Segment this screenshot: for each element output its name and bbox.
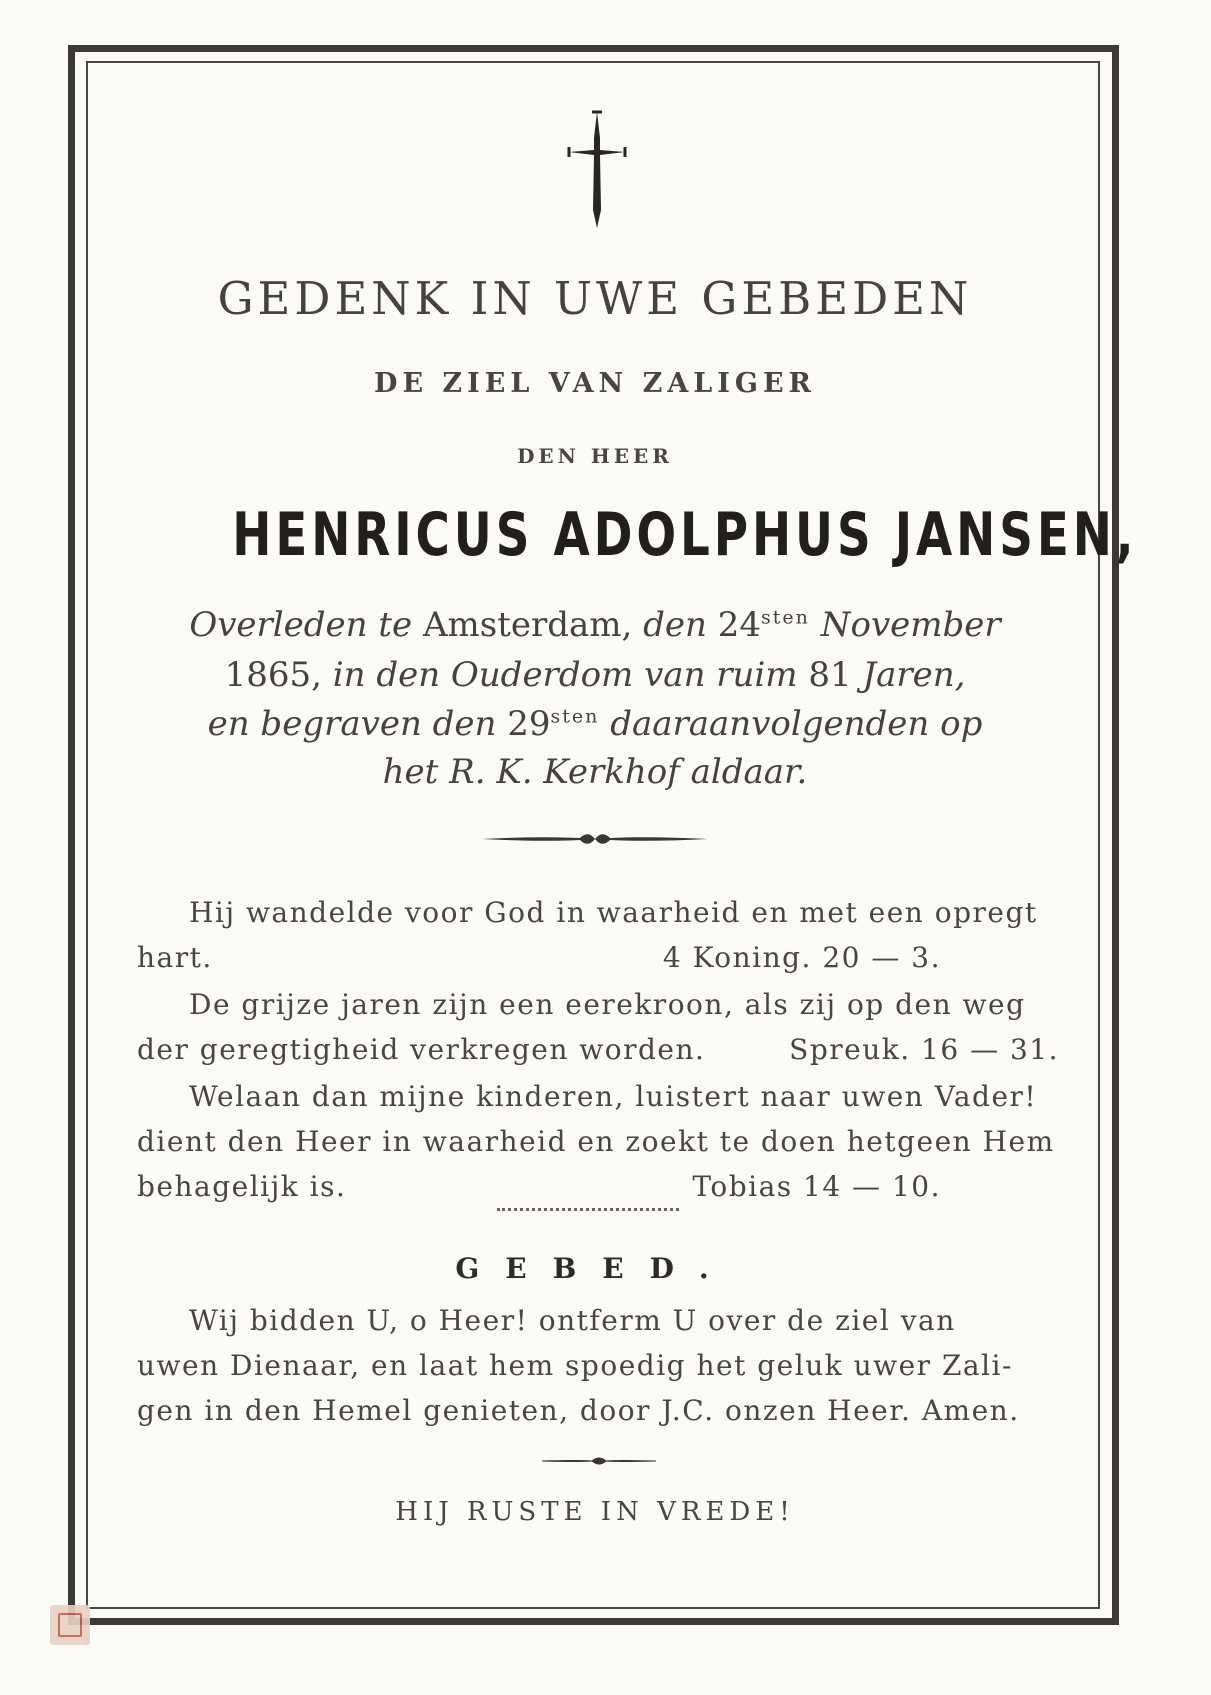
- detail-line-4: het R. K. Kerkhof aldaar.: [382, 752, 808, 792]
- verse-reference: Tobias 14 — 10.: [692, 1170, 941, 1203]
- flourish-divider: [480, 826, 710, 852]
- dotted-divider: [497, 1208, 679, 1211]
- detail-line-2: 1865, in den Ouderdom van ruim 81 Jaren,: [224, 655, 966, 695]
- verse-2: [137, 982, 1059, 1072]
- prayer-line: gen in den Hemel genieten, door J.C. onzen Heer. Amen.: [137, 1394, 1020, 1427]
- prayer-text: [137, 1298, 1059, 1433]
- verse-line: Hij wandelde voor God in waarheid en met een opregt: [189, 896, 1038, 929]
- verse-line: der geregtigheid verkregen worden. Spreuk. 16 — 31.: [137, 1027, 1059, 1072]
- verse-reference: 4 Koning. 20 — 3.: [662, 941, 941, 974]
- verse-reference: Spreuk. 16 — 31.: [789, 1033, 1059, 1066]
- verse-line: Welaan dan mijne kinderen, luistert naar uwen Vader!: [189, 1080, 1038, 1113]
- verse-1: [137, 890, 1059, 980]
- verse-3: [137, 1074, 1059, 1209]
- closing-line: HIJ RUSTE IN VREDE!: [395, 1497, 795, 1527]
- verse-line: hart. 4 Koning. 20 — 3.: [137, 935, 1059, 980]
- deceased-name: HENRICUS ADOLPHUS JANSEN,: [232, 500, 1138, 570]
- card-title: GEDENK IN UWE GEBEDEN: [217, 272, 973, 325]
- cross-icon: [565, 110, 629, 230]
- verse-line: De grijze jaren zijn een eerekroon, als zij op den weg: [189, 988, 1026, 1021]
- detail-line-1: Overleden te Amsterdam, den $24^{sten}$ November: [189, 605, 1001, 645]
- verse-line: behagelijk is. Tobias 14 — 10.: [137, 1164, 1059, 1209]
- prayer-title: GEBED.: [455, 1252, 735, 1285]
- verse-line: dient den Heer in waarheid en zoekt te doen hetgeen Hem: [137, 1125, 1055, 1158]
- detail-line-3: en begraven den $29^{sten}$ daaraanvolgenden op: [207, 704, 983, 744]
- small-divider: [540, 1454, 658, 1468]
- prayer-line: uwen Dienaar, en laat hem spoedig het geluk uwer Zali-: [137, 1349, 1013, 1382]
- prayer-line: Wij bidden U, o Heer! ontferm U over de ziel van: [189, 1304, 956, 1337]
- collection-stamp: [50, 1605, 90, 1645]
- honorific: DEN HEER: [517, 444, 673, 468]
- card-subtitle: DE ZIEL VAN ZALIGER: [374, 368, 816, 399]
